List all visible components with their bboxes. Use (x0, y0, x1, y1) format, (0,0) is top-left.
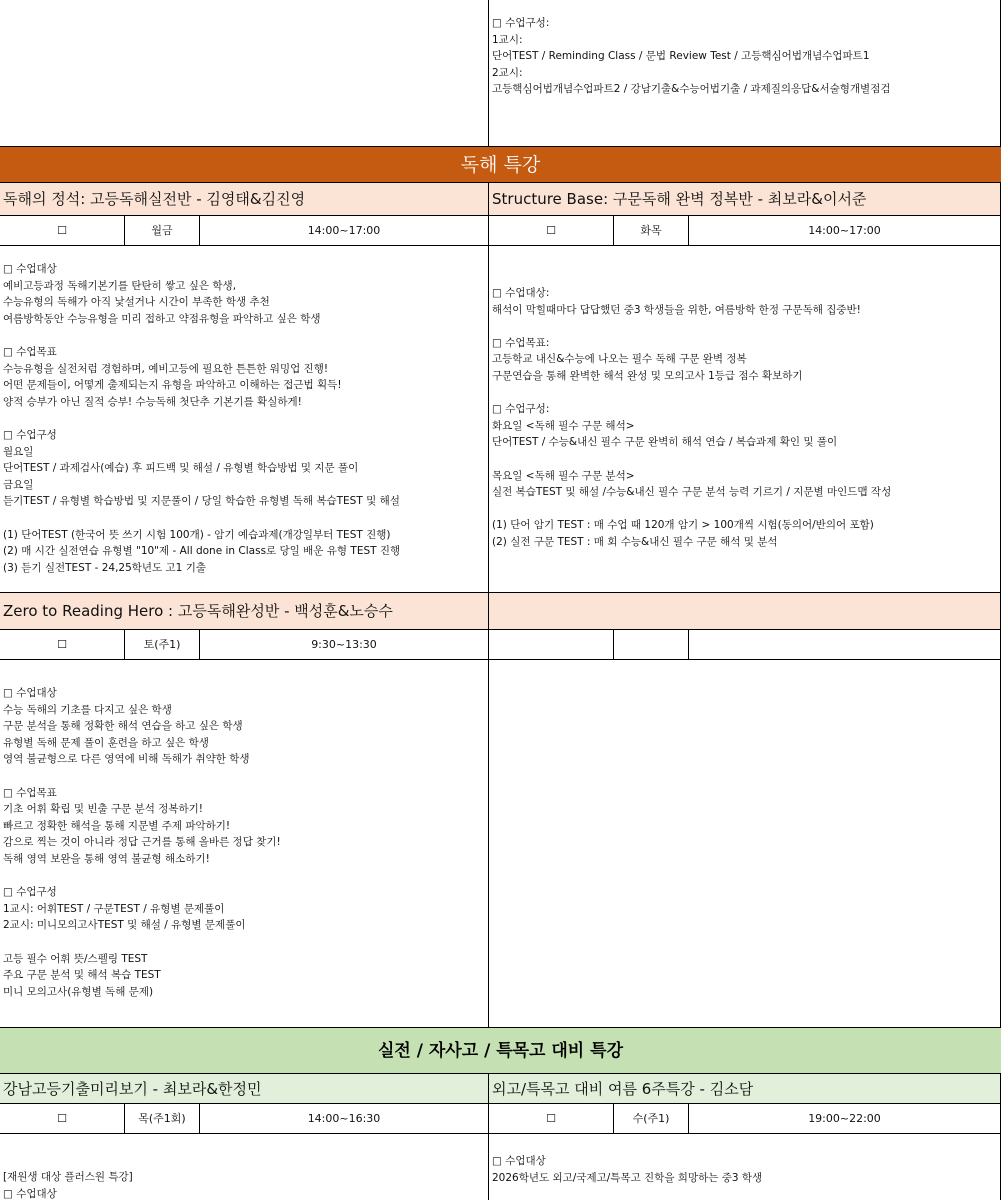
text-line: □ 수업대상: (492, 287, 550, 299)
text-line: 해석이 막힐때마다 답답했던 중3 학생들을 위한, 여름방학 한정 구문독해 집중반! (492, 303, 861, 316)
text-line: (2) 실전 구문 TEST : 매 회 수능&내신 필수 구문 해석 및 분석 (492, 535, 778, 548)
text-line: 고등핵심어법개념수업파트2 / 강남기출&수능어법기출 / 과제질의응답&서술형개별점검 (492, 83, 891, 96)
day-left-3: 목(주1회) (125, 1104, 200, 1134)
text-line: □ 수업목표: (492, 336, 550, 349)
text-line: (2) 매 시간 실전연습 유형별 "10"제 - All done in Class로 당일 배운 유형 TEST 진행 (3, 545, 401, 558)
text-line: 단어TEST / 수능&내신 필수 구문 완벽히 해석 연습 / 복습과제 확인 및 풀이 (492, 436, 838, 449)
course-desc-right (489, 246, 1001, 593)
text-line: 독해 영역 보완을 통해 영역 불균형 해소하기! (3, 852, 210, 865)
checkbox-right[interactable]: ☐ (489, 216, 614, 246)
text-line: 여름방학동안 수능유형을 미리 접하고 약점유형을 파악하고 싶은 학생 (3, 312, 321, 325)
text-line (3, 327, 488, 344)
text-line: 양적 승부가 아닌 질적 승부! 수능독해 첫단추 기본기를 확실하게! (3, 395, 302, 408)
text-line: 수능유형을 실전처럼 경험하며, 예비고등에 필요한 튼튼한 워밍업 진행! (3, 362, 329, 375)
text-line: 단어TEST / Reminding Class / 문법 Review Test / 고등핵심어법개념수업파트1 (492, 50, 870, 63)
text-line: 구문연습을 통해 완벽한 해석 완성 및 모의고사 1등급 점수 확보하기 (492, 369, 803, 382)
time-left-3: 14:00~16:30 (200, 1104, 489, 1134)
checkbox-left[interactable]: ☐ (0, 216, 125, 246)
checkbox-left-3[interactable]: ☐ (0, 1104, 125, 1134)
course-title-right-3: 외고/특목고 대비 여름 6주특강 - 김소담 (489, 1074, 1001, 1104)
text-line: 감으로 찍는 것이 아니라 정답 근거를 통해 올바른 정답 찾기! (3, 836, 281, 849)
text-line: 2026학년도 외고/국제고/특목고 진학을 희망하는 중3 학생 (492, 1171, 763, 1184)
time-right-3: 19:00~22:00 (689, 1104, 1001, 1134)
course-title-left-3: 강남고등기출미리보기 - 최보라&한정민 (0, 1074, 489, 1104)
day-left: 월금 (125, 216, 200, 246)
text-line: □ 수업목표 (3, 345, 57, 358)
text-line: 실전 복습TEST 및 해설 /수능&내신 필수 구문 분석 능력 기르기 / 지문별 마인드맵 작성 (492, 486, 892, 499)
course-title-right: Structure Base: 구문독해 완벽 정복반 - 최보라&이서준 (489, 183, 1001, 216)
text-line (492, 318, 1000, 335)
text-line: (1) 단어 암기 TEST : 매 수업 때 120개 암기 > 100개씩 시험(동의어/반의어 포함) (492, 519, 874, 532)
text-line: □ 수업구성 (3, 428, 57, 441)
text-line: (3) 듣기 실전TEST - 24,25학년도 고1 기출 (3, 561, 206, 574)
text-line: □ 수업구성: (492, 403, 550, 416)
text-line (3, 768, 488, 785)
course-desc-lines (0, 261, 488, 576)
text-line: 유형별 독해 문제 풀이 훈련을 하고 싶은 학생 (3, 736, 209, 749)
day-right: 화목 (614, 216, 689, 246)
course-desc-left-3 (0, 1134, 489, 1200)
text-line: □ 수업대상 (3, 263, 57, 275)
text-line (3, 510, 488, 527)
text-line: 목요일 <독해 필수 구문 분석> (492, 469, 635, 482)
section-title: 독해 특강 (460, 154, 541, 176)
text-line: 고등 필수 어휘 뜻/스펠링 TEST (3, 952, 148, 965)
top-right-cell (489, 0, 1001, 147)
text-line: 1교시: 어휘TEST / 구문TEST / 유형별 문제풀이 (3, 902, 225, 915)
time-right: 14:00~17:00 (689, 216, 1001, 246)
top-right-lines (489, 15, 1000, 98)
text-line: □ 수업구성: (492, 17, 550, 29)
text-line: 구문 분석을 통해 정확한 해석 연습을 하고 싶은 학생 (3, 720, 243, 733)
empty-cell (689, 630, 1001, 660)
text-line: □ 수업구성 (3, 886, 57, 899)
empty-cell (489, 630, 614, 660)
text-line: 월요일 (3, 445, 34, 458)
section-banner-special (0, 1028, 1001, 1074)
text-line: □ 수업목표 (3, 786, 57, 799)
course-title-right-2-empty (489, 593, 1001, 630)
text-line: 2교시: (492, 66, 523, 79)
text-line: 화요일 <독해 필수 구문 해석> (492, 419, 635, 432)
day-right-3: 수(주1) (614, 1104, 689, 1134)
text-line: 금요일 (3, 478, 34, 491)
top-left-cell (0, 0, 489, 147)
course-title-left-2: Zero to Reading Hero : 고등독해완성반 - 백성훈&노승수 (0, 593, 489, 630)
text-line: 수능 독해의 기초를 다지고 싶은 학생 (3, 703, 172, 716)
text-line: □ 수업대상 (3, 687, 57, 699)
time-left-2: 9:30~13:30 (200, 630, 489, 660)
text-line: 미니 모의고사(유형별 독해 문제) (3, 985, 154, 998)
text-line: 영역 불균형으로 다른 영역에 비해 독해가 취약한 학생 (3, 753, 250, 766)
text-line: 1교시: (492, 33, 523, 46)
text-line: 기초 어휘 확립 및 빈출 구문 분석 정복하기! (3, 803, 204, 816)
course-desc-lines (0, 685, 488, 1000)
text-line: 예비고등과정 독해기본기를 탄탄히 쌓고 싶은 학생, (3, 279, 237, 292)
text-line (3, 868, 488, 885)
text-line: 듣기TEST / 유형별 학습방법 및 지문풀이 / 당일 학습한 유형별 독해 복습TEST 및 해설 (3, 495, 400, 508)
text-line (492, 451, 1000, 468)
section-banner-reading (0, 147, 1001, 183)
text-line (3, 934, 488, 951)
course-title-left: 독해의 정석: 고등독해실전반 - 김영태&김진영 (0, 183, 489, 216)
course-desc-lines (489, 285, 1000, 551)
text-line: 단어TEST / 과제검사(예습) 후 피드백 및 해설 / 유형별 학습방법 및 지문 풀이 (3, 462, 359, 475)
text-line: (1) 단어TEST (한국어 뜻 쓰기 시험 100개) - 암기 예습과제(개강일부터 TEST 진행) (3, 528, 391, 541)
checkbox-left-2[interactable]: ☐ (0, 630, 125, 660)
text-line (492, 385, 1000, 402)
text-line: 어떤 문제들이, 어떻게 출제되는지 유형을 파악하고 이해하는 접근법 획득! (3, 379, 342, 392)
text-line: 고등학교 내신&수능에 나오는 필수 독해 구문 완벽 정복 (492, 353, 747, 366)
section-title: 실전 / 자사고 / 특목고 대비 특강 (378, 1041, 623, 1061)
time-left: 14:00~17:00 (200, 216, 489, 246)
text-line (492, 501, 1000, 518)
course-desc-left-2 (0, 660, 489, 1028)
text-line: 수능유형의 독해가 아직 낯설거나 시간이 부족한 학생 추천 (3, 296, 270, 309)
course-desc-right-2-empty (489, 660, 1001, 1028)
course-desc-lines (489, 1153, 1000, 1186)
text-line: 2교시: 미니모의고사TEST 및 해설 / 유형별 문제풀이 (3, 919, 246, 932)
text-line: □ 수업대상 (492, 1155, 546, 1167)
empty-cell (614, 630, 689, 660)
course-desc-lines (0, 1169, 488, 1200)
text-line (3, 410, 488, 427)
text-line: 빠르고 정확한 해석을 통해 지문별 주제 파악하기! (3, 819, 231, 832)
course-desc-right-3 (489, 1134, 1001, 1200)
text-line: 주요 구문 분석 및 해석 복습 TEST (3, 969, 161, 982)
checkbox-right-3[interactable]: ☐ (489, 1104, 614, 1134)
text-line: □ 수업대상 (3, 1187, 57, 1200)
course-desc-left (0, 246, 489, 593)
text-line: [재원생 대상 플러스원 특강] (3, 1171, 133, 1183)
day-left-2: 토(주1) (125, 630, 200, 660)
